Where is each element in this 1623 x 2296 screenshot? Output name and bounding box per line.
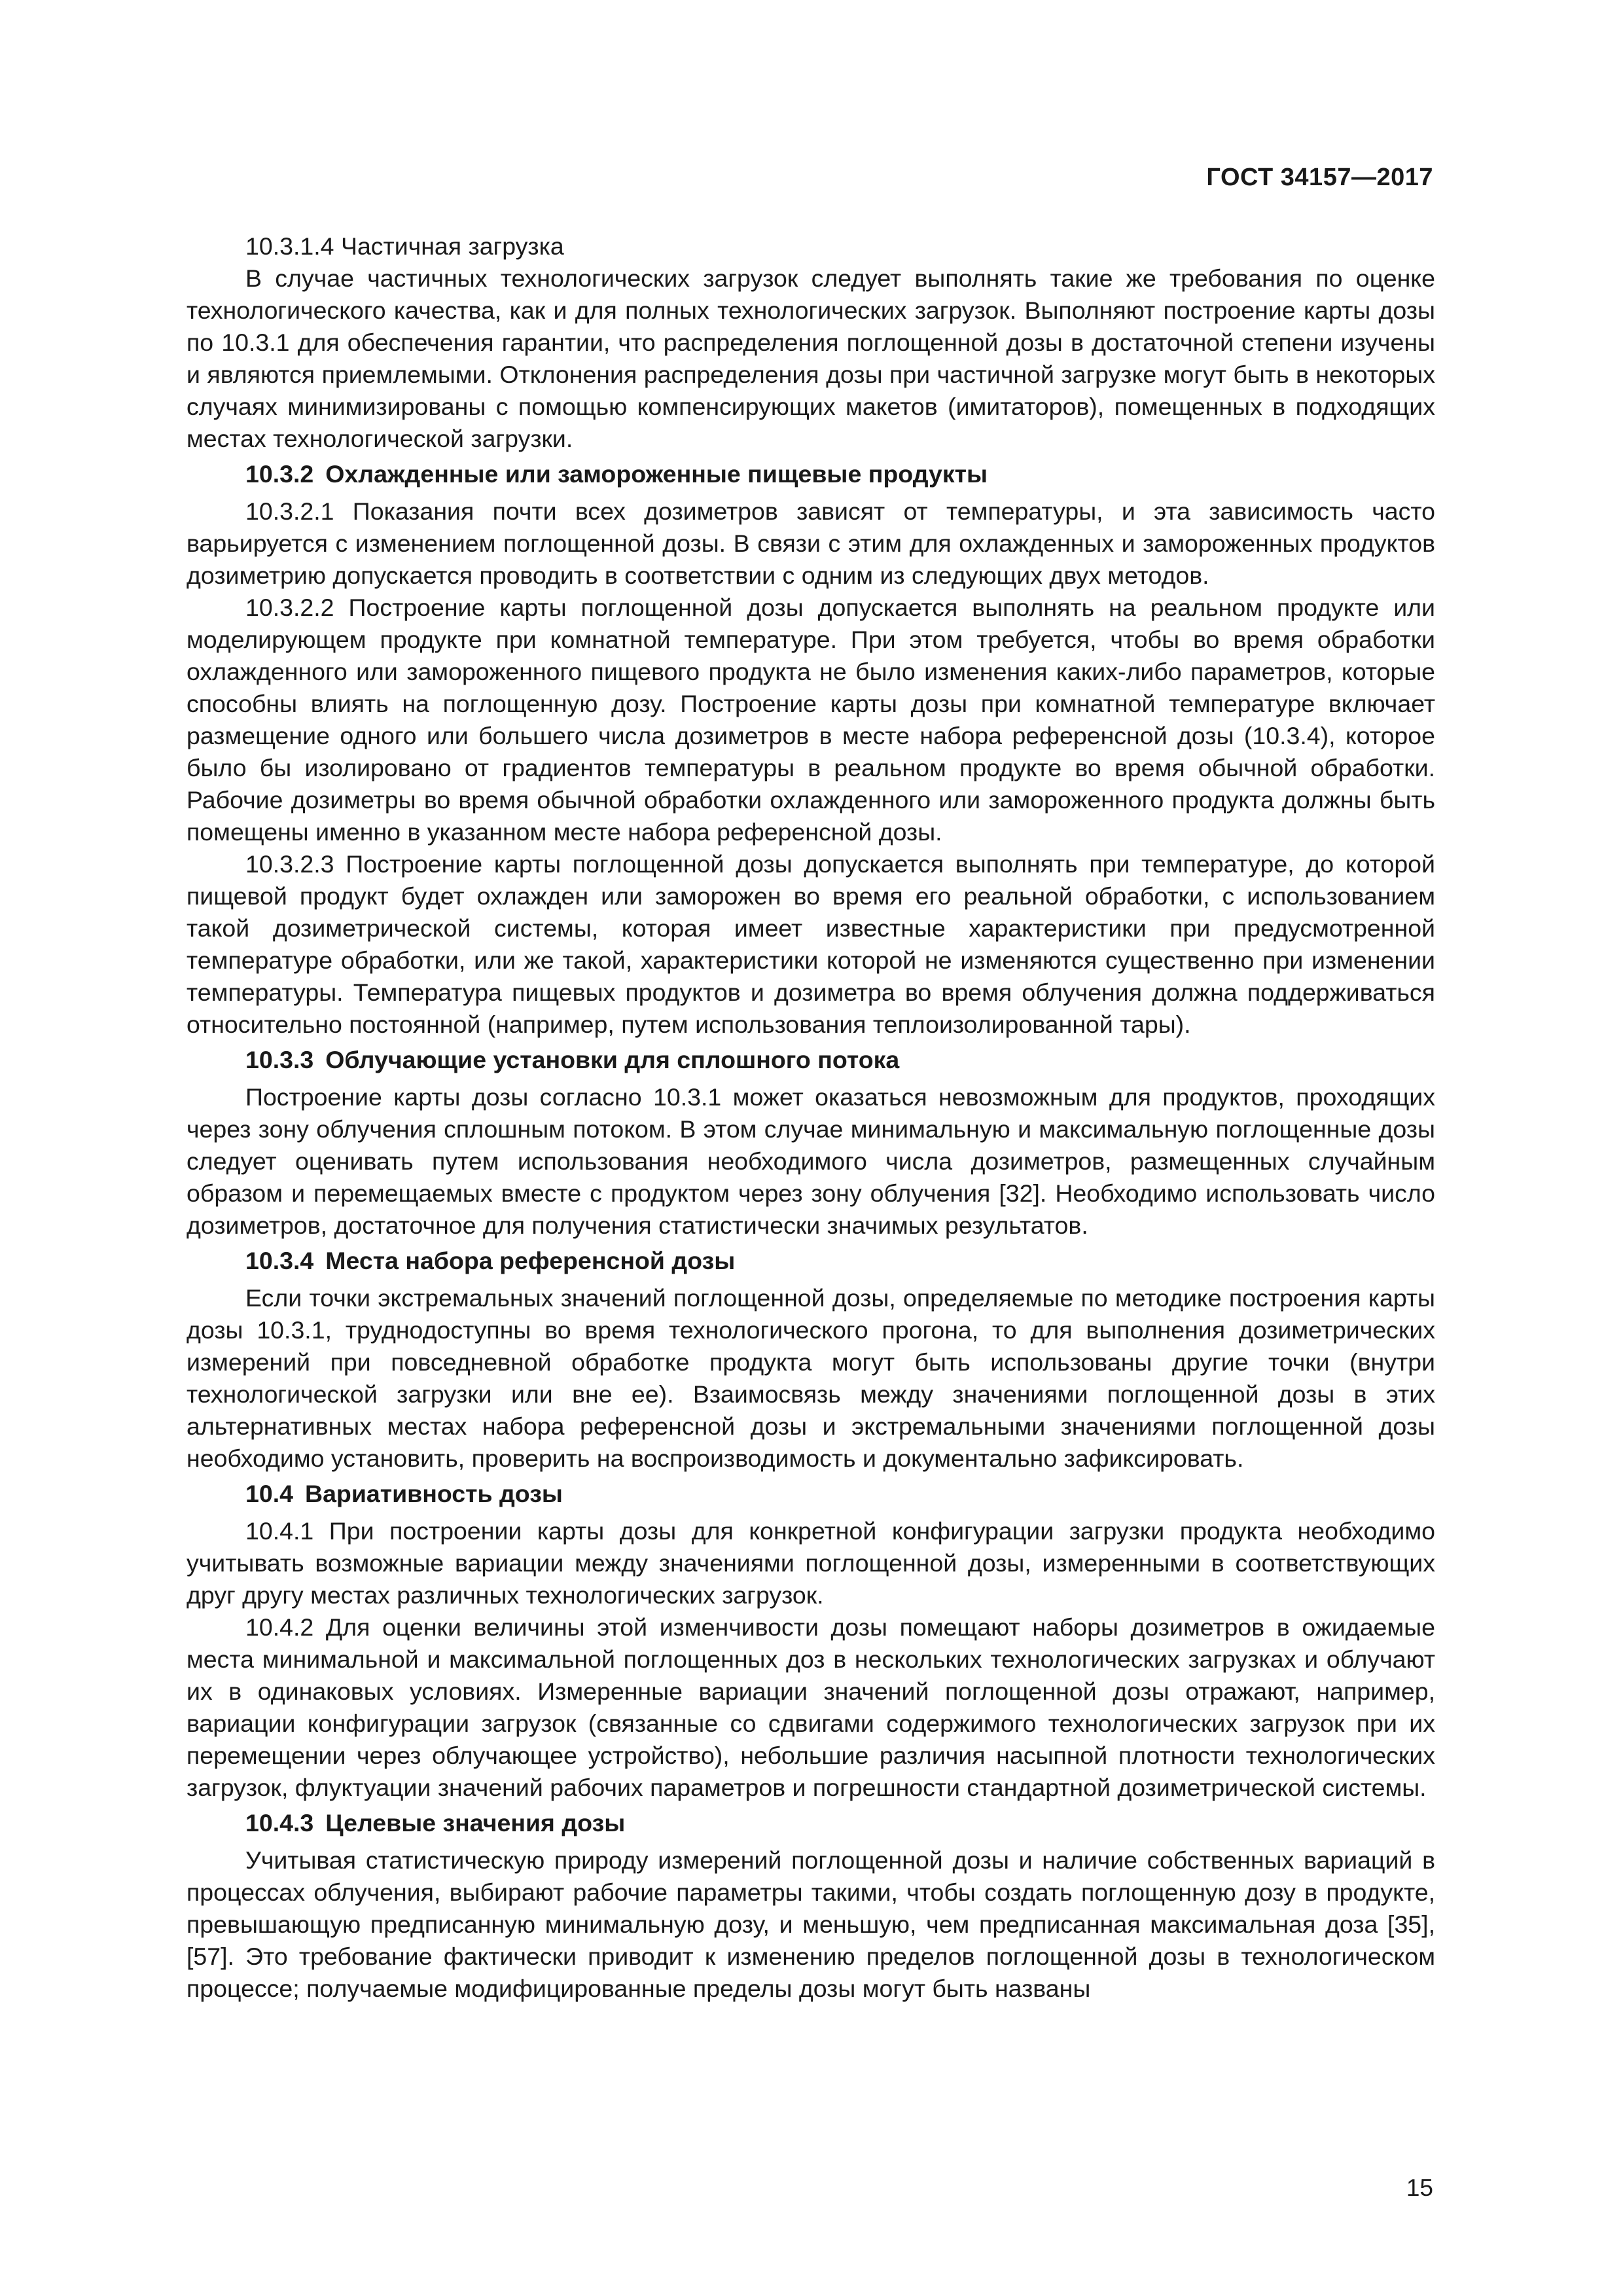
section-number: 10.4	[245, 1480, 293, 1507]
paragraph-10-3-2-1: 10.3.2.1 Показания почти всех дозиметров зависят от температуры, и эта зависимость часто варьируется с изменением поглощенной дозы. В связи с этим для охлажденных и замороженных продуктов дозиметрию допускается проводить в соответствии с одним из следующих двух методов.	[187, 497, 1435, 589]
section-heading-10-3-2	[187, 458, 1435, 490]
paragraph-10-4-2: 10.4.2 Для оценки величины этой изменчивости дозы помещают наборы дозиметров в ожидаемые места минимальной и максимальной поглощенных доз в нескольких технологических загрузках и облучают их в одинаковых условиях. Измеренные вариации значений поглощенной дозы отражают, например, вариации конфигурации загрузок (связанные со сдвигами содержимого технологических загрузок при их перемещении через облучающее устройство), небольшие различия насыпной плотности технологических загрузок, флуктуации значений рабочих параметров и погрешности стандартной дозиметрической системы.	[187, 1613, 1435, 1801]
section-number: 10.3.3	[245, 1046, 314, 1073]
paragraph-10-3-1-4: В случае частичных технологических загрузок следует выполнять такие же требования по оценке технологического качества, как и для полных технологических загрузок. Выполняют построение карты дозы по 10.3.1 для обеспечения гарантии, что распределения поглощенной дозы в достаточной степени изучены и являются приемлемыми. Отклонения распределения дозы при частичной загрузке могут быть в некоторых случаях минимизированы с помощью компенсирующих макетов (имитаторов), помещенных в подходящих местах технологической загрузки.	[187, 264, 1435, 452]
section-number: 10.4.3	[245, 1809, 314, 1837]
paragraph-10-3-3: Построение карты дозы согласно 10.3.1 может оказаться невозможным для продуктов, проходящих через зону облучения сплошным потоком. В этом случае минимальную и максимальную поглощенные дозы следует оценивать путем использования необходимого числа дозиметров, размещенных случайным образом и перемещаемых вместе с продуктом через зону облучения [32]. Необходимо использовать число дозиметров, достаточное для получения статистически значимых результатов.	[187, 1083, 1435, 1239]
paragraph-10-3-2-2: 10.3.2.2 Построение карты поглощенной дозы допускается выполнять на реальном продукте или моделирующем продукте при комнатной температуре. При этом требуется, чтобы во время обработки охлажденного или замороженного пищевого продукта не было изменения каких-либо параметров, которые способны влиять на поглощенную дозу. Построение карты дозы при комнатной температуре включает размещение одного или большего числа дозиметров в месте набора референсной дозы (10.3.4), которое было бы изолировано от градиентов температуры в реальном продукте во время обычной обработки. Рабочие дозиметры во время обычной обработки охлажденного или замороженного продукта должны быть помещены именно в указанном месте набора референсной дозы.	[187, 594, 1435, 846]
section-heading-10-4-3	[187, 1807, 1435, 1839]
paragraph-10-3-4: Если точки экстремальных значений поглощенной дозы, определяемые по методике построения карты дозы 10.3.1, труднодоступны во время технологического прогона, то для выполнения дозиметрических измерений при повседневной обработке продукта могут быть использованы другие точки (внутри технологической загрузки или вне ее). Взаимосвязь между значениями поглощенной дозы в этих альтернативных местах набора референсной дозы и экстремальными значениями поглощенной дозы необходимо установить, проверить на воспроизводимость и документально зафиксировать.	[187, 1284, 1435, 1472]
document-code: ГОСТ 34157—2017	[1206, 164, 1433, 191]
section-heading-10-4	[187, 1478, 1435, 1510]
section-number: 10.3.2	[245, 460, 314, 488]
section-heading-10-3-4	[187, 1245, 1435, 1277]
subsection-title-10-3-1-4: 10.3.1.4 Частичная загрузка	[245, 232, 564, 260]
paragraph-10-3-2-3: 10.3.2.3 Построение карты поглощенной дозы допускается выполнять при температуре, до которой пищевой продукт будет охлажден или заморожен во время его реальной обработки, с использованием такой дозиметрической системы, которая имеет известные характеристики при предусмотренной температуре обработки, или же такой, характеристики которой не изменяются существенно при изменении температуры. Температура пищевых продуктов и дозиметра во время облучения должна поддерживаться относительно постоянной (например, путем использования теплоизолированной тары).	[187, 850, 1435, 1038]
section-title: Вариативность дозы	[305, 1480, 563, 1507]
section-title: Охлажденные или замороженные пищевые продукты	[325, 460, 988, 488]
section-title: Целевые значения дозы	[325, 1809, 626, 1837]
document-body	[187, 230, 1435, 2005]
section-title: Облучающие установки для сплошного потока	[325, 1046, 900, 1073]
paragraph-10-4-3: Учитывая статистическую природу измерений поглощенной дозы и наличие собственных вариаций в процессах облучения, выбирают рабочие параметры такими, чтобы создать поглощенную дозу в продукте, превышающую предписанную минимальную дозу, и меньшую, чем предписанная максимальная доза [35], [57]. Это требование фактически приводит к изменению пределов поглощенной дозы в технологическом процессе; получаемые модифицированные пределы дозы могут быть названы	[187, 1846, 1435, 2002]
paragraph-10-4-1: 10.4.1 При построении карты дозы для конкретной конфигурации загрузки продукта необходимо учитывать возможные вариации между значениями поглощенной дозы, измеренными в соответствующих друг другу местах различных технологических загрузок.	[187, 1517, 1435, 1609]
section-heading-10-3-3	[187, 1044, 1435, 1076]
section-title: Места набора референсной дозы	[325, 1247, 736, 1274]
section-number: 10.3.4	[245, 1247, 314, 1274]
page-number: 15	[1406, 2174, 1433, 2201]
